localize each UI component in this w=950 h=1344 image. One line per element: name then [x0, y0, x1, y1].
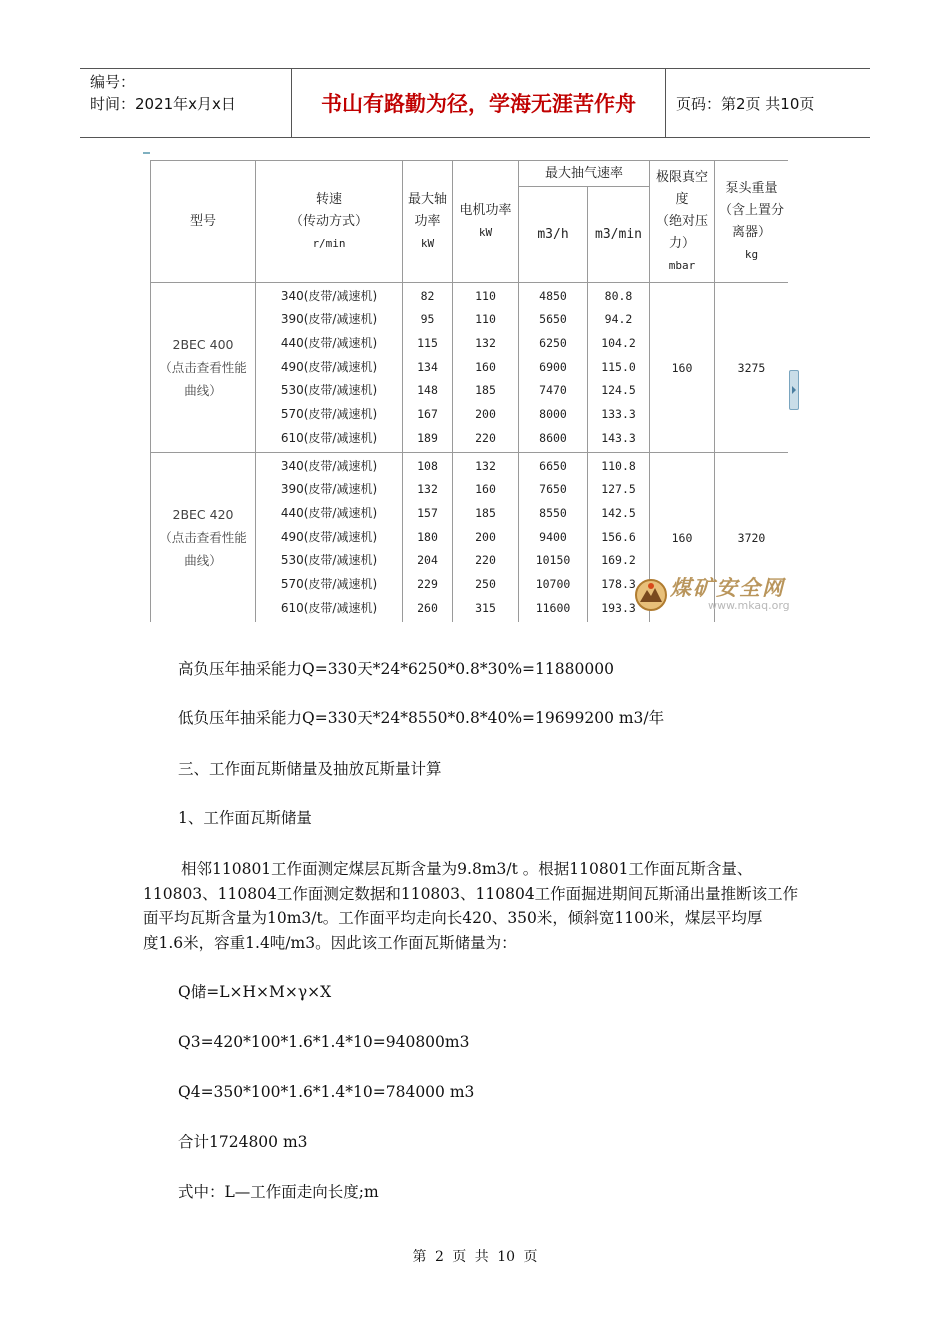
page-header [80, 68, 870, 138]
speed-cell [256, 283, 403, 453]
speed-value: 530(皮带/减速机) [280, 383, 378, 398]
col-speed-l1: 转速 [315, 191, 342, 207]
col-vacuum-unit: mbar [668, 258, 696, 272]
paragraph-line: 110803、110804工作面测定数据和110803、110804工作面掘进期间瓦斯涌出量推断该工作 [143, 884, 799, 903]
col-weight-unit: kg [744, 247, 759, 261]
pump-spec-table [150, 160, 788, 622]
flow-h-value: 6900 [539, 359, 567, 374]
shaft-power-value: 115 [417, 335, 438, 350]
model-name: 2BEC 400 [172, 337, 234, 352]
model-name: 2BEC 420 [172, 507, 234, 522]
header-motto: 书山有路勤为径，学海无涯苦作舟 [292, 69, 666, 137]
flow-h-value: 8550 [539, 505, 567, 520]
flow-h-value: 4850 [539, 288, 567, 303]
shaft-power-value: 189 [417, 430, 438, 445]
col-flow-min: m3/min [588, 187, 650, 283]
col-shaft-unit: kW [420, 236, 435, 250]
flow-min-cell [588, 283, 650, 453]
speed-value: 390(皮带/减速机) [280, 482, 378, 497]
flow-h-cell [519, 283, 588, 453]
speed-value: 490(皮带/减速机) [280, 529, 378, 544]
shaft-power-value: 148 [417, 383, 438, 398]
speed-cell [256, 453, 403, 623]
col-motor-power [453, 161, 519, 283]
watermark-logo [634, 572, 798, 618]
page-footer: 第 2 页 共 10 页 [412, 1249, 538, 1265]
flow-min-value: 110.8 [601, 458, 636, 473]
paragraph-line: 度1.6米，容重1.4吨/m3。因此该工作面瓦斯储量为： [143, 933, 517, 952]
col-max-flow: 最大抽气速率 [519, 161, 650, 187]
vacuum-cell: 160 [650, 453, 715, 623]
shaft-power-value: 134 [417, 359, 438, 374]
weight-cell: 3720 [715, 453, 788, 623]
body-line-low-pressure: 低负压年抽采能力Q=330天*24*8550*0.8*40%=19699200 m3/年 [178, 709, 665, 727]
speed-value: 610(皮带/减速机) [280, 430, 378, 445]
flow-h-cell [519, 453, 588, 623]
col-vacuum [650, 161, 715, 283]
speed-value: 490(皮带/减速机) [280, 359, 378, 374]
flow-min-value: 142.5 [601, 505, 636, 520]
flow-h-value: 8000 [539, 407, 567, 422]
motor-power-value: 110 [475, 312, 496, 327]
col-weight-l1: 泵头重量 [725, 180, 778, 196]
motor-power-value: 132 [475, 458, 496, 473]
col-speed [256, 161, 403, 283]
model-cell[interactable] [151, 283, 256, 453]
flow-h-value: 6250 [539, 335, 567, 350]
mine-logo-icon [634, 578, 668, 612]
col-speed-l2: （传动方式） [289, 213, 368, 229]
where-line: 式中：L—工作面走向长度;m [178, 1183, 379, 1201]
flow-min-value: 193.3 [601, 600, 636, 615]
table-anchor-mark [143, 152, 150, 154]
speed-value: 340(皮带/减速机) [280, 288, 378, 303]
header-time: 时间：2021年x月x日 [90, 95, 236, 113]
flow-min-value: 156.6 [601, 529, 636, 544]
col-vacuum-l1: 极限真空 [656, 169, 709, 185]
flow-h-value: 11600 [535, 600, 571, 615]
col-speed-unit: r/min [312, 236, 346, 250]
watermark-url: www.mkaq.org [708, 599, 790, 612]
flow-min-value: 115.0 [601, 359, 636, 374]
col-flow-h: m3/h [519, 187, 588, 283]
motor-power-value: 200 [475, 407, 496, 422]
flow-h-value: 6650 [539, 458, 567, 473]
shaft-power-value: 229 [417, 577, 438, 592]
shaft-power-cell [403, 453, 453, 623]
flow-h-value: 8600 [539, 430, 567, 445]
flow-h-value: 10150 [535, 553, 571, 568]
formula-line: Q储=L×H×M×γ×X [178, 983, 332, 1001]
speed-value: 440(皮带/减速机) [280, 505, 378, 520]
model-link-l1[interactable]: （点击查看性能 [159, 360, 247, 375]
motor-power-value: 160 [475, 482, 496, 497]
vacuum-cell: 160 [650, 283, 715, 453]
flow-h-value: 7650 [539, 482, 567, 497]
motor-power-value: 185 [475, 505, 496, 520]
shaft-power-value: 260 [417, 600, 438, 615]
motor-power-value: 220 [475, 553, 496, 568]
col-weight [715, 161, 788, 283]
flow-h-value: 9400 [539, 529, 567, 544]
shaft-power-value: 204 [417, 553, 438, 568]
motor-power-value: 250 [475, 577, 496, 592]
side-expand-tab[interactable] [789, 370, 799, 410]
col-model: 型号 [151, 161, 256, 283]
shaft-power-value: 108 [417, 458, 438, 473]
flow-min-value: 133.3 [601, 407, 636, 422]
motor-power-value: 132 [475, 335, 496, 350]
speed-value: 570(皮带/减速机) [280, 407, 378, 422]
model-cell[interactable] [151, 453, 256, 623]
col-shaft-l1: 最大轴 [407, 191, 447, 207]
col-motor-l1: 电机功率 [459, 202, 512, 218]
model-link-l1[interactable]: （点击查看性能 [159, 530, 247, 545]
speed-value: 610(皮带/减速机) [280, 600, 378, 615]
motor-power-value: 110 [475, 288, 496, 303]
motor-power-cell [453, 283, 519, 453]
total-line: 合计1724800 m3 [178, 1133, 308, 1151]
header-number: 编号： [90, 73, 136, 91]
shaft-power-cell [403, 283, 453, 453]
speed-value: 390(皮带/减速机) [280, 312, 378, 327]
flow-min-value: 94.2 [604, 312, 633, 327]
flow-min-value: 80.8 [604, 288, 633, 303]
model-link-l2[interactable]: 曲线） [184, 553, 222, 568]
motor-power-value: 220 [475, 430, 496, 445]
shaft-power-value: 95 [420, 312, 435, 327]
pump-spec-table-wrap [150, 160, 788, 622]
q4-line: Q4=350*100*1.6*1.4*10=784000 m3 [178, 1083, 475, 1101]
speed-value: 340(皮带/减速机) [280, 458, 378, 473]
flow-min-value: 127.5 [601, 482, 636, 497]
weight-cell: 3275 [715, 283, 788, 453]
shaft-power-value: 157 [417, 505, 438, 520]
paragraph-line: 相邻110801工作面测定煤层瓦斯含量为9.8m3/t 。根据110801工作面瓦斯含量、 [181, 860, 753, 878]
q3-line: Q3=420*100*1.6*1.4*10=940800m3 [178, 1033, 470, 1051]
header-page-info: 页码：第2页 共10页 [676, 94, 815, 113]
motor-power-value: 160 [475, 359, 496, 374]
shaft-power-value: 180 [417, 529, 438, 544]
flow-min-value: 124.5 [601, 383, 636, 398]
shaft-power-value: 132 [417, 482, 438, 497]
speed-value: 570(皮带/减速机) [280, 577, 378, 592]
shaft-power-value: 167 [417, 407, 438, 422]
subsection-heading: 1、工作面瓦斯储量 [178, 809, 312, 827]
col-motor-unit: kW [478, 225, 493, 239]
flow-h-value: 10700 [535, 577, 571, 592]
col-weight-l2: （含上置分 [719, 202, 785, 218]
body-line-high-pressure: 高负压年抽采能力Q=330天*24*6250*0.8*30%=11880000 [178, 660, 614, 678]
motor-power-value: 315 [475, 600, 496, 615]
paragraph-line: 面平均瓦斯含量为10m3/t。工作面平均走向长420、350米，倾斜宽1100米，煤层平均厚 [143, 909, 763, 927]
flow-min-value: 143.3 [601, 430, 636, 445]
table-row [151, 283, 789, 453]
flow-h-value: 5650 [539, 312, 567, 327]
motor-power-cell [453, 453, 519, 623]
body-paragraph [143, 857, 810, 955]
flow-min-value: 169.2 [601, 553, 636, 568]
model-link-l2[interactable]: 曲线） [184, 383, 222, 398]
header-meta [80, 69, 292, 137]
flow-h-value: 7470 [539, 383, 567, 398]
col-weight-l3: 离器） [732, 224, 772, 240]
speed-value: 530(皮带/减速机) [280, 553, 378, 568]
section-heading: 三、工作面瓦斯储量及抽放瓦斯量计算 [178, 760, 442, 778]
watermark-text: 煤矿安全网 [670, 576, 785, 600]
col-shaft-power [403, 161, 453, 283]
col-shaft-l2: 功率 [414, 213, 441, 229]
shaft-power-value: 82 [420, 288, 435, 303]
col-vacuum-l2: 度 [675, 191, 689, 207]
flow-min-value: 178.3 [601, 577, 636, 592]
col-vacuum-l3: （绝对压 [656, 213, 709, 229]
motor-power-value: 200 [475, 529, 496, 544]
col-vacuum-l4: 力） [669, 235, 696, 251]
flow-min-value: 104.2 [601, 335, 636, 350]
motor-power-value: 185 [475, 383, 496, 398]
speed-value: 440(皮带/减速机) [280, 335, 378, 350]
